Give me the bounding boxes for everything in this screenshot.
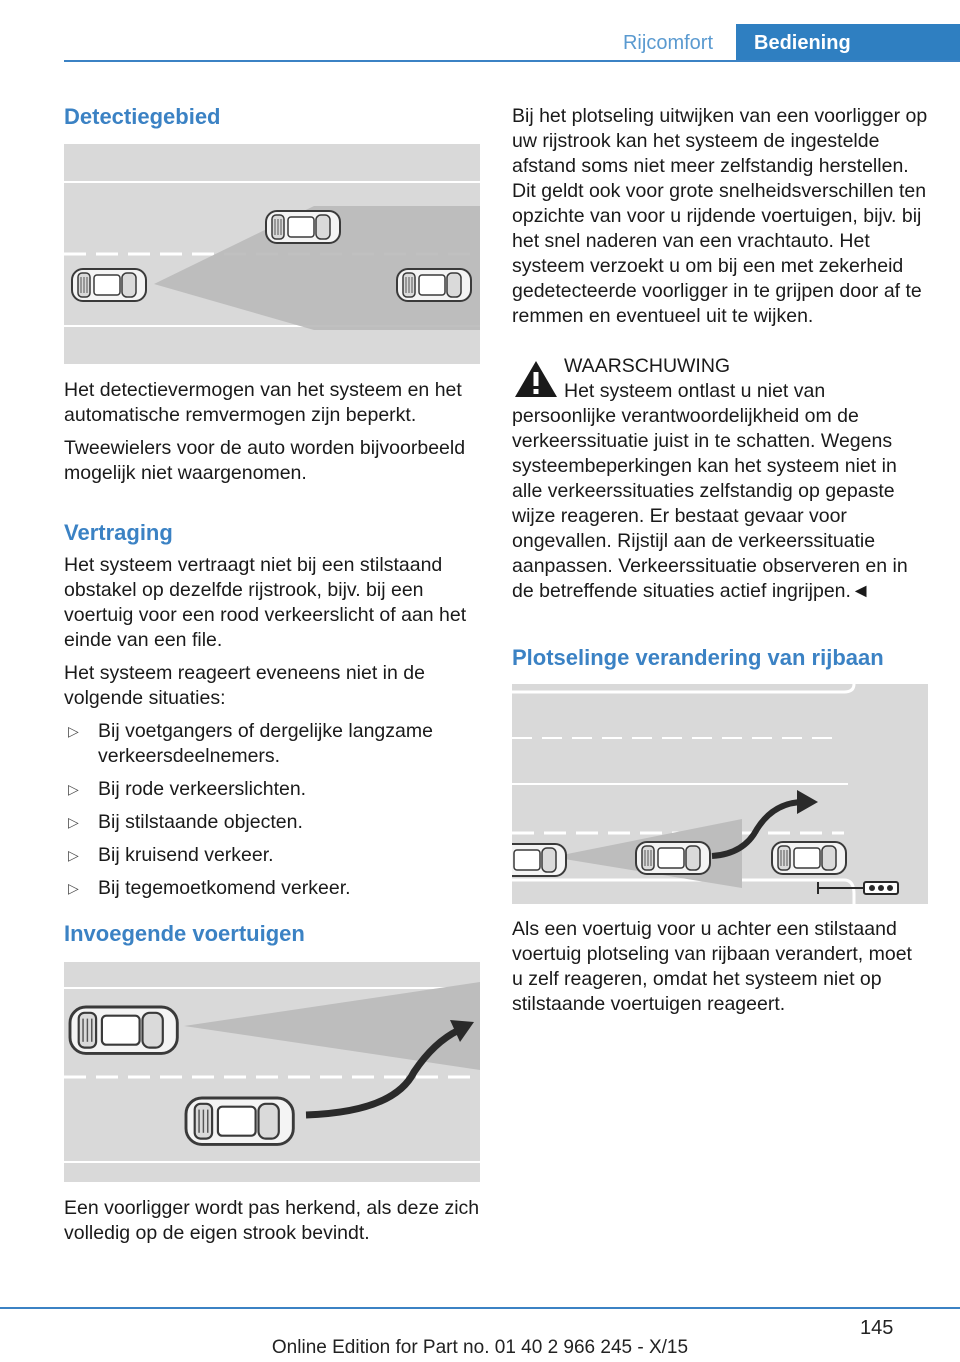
- bullet-triangle-icon: ▷: [68, 781, 79, 797]
- edition-text: Online Edition for Part no. 01 40 2 966 245 - X/15: [271, 1337, 689, 1358]
- car-icon: [266, 211, 340, 243]
- list-item: ▷ Bij voetgangers of dergelijke langzame verkeersdeelnemers.: [68, 720, 433, 767]
- figure-invoegende-voertuigen: [64, 962, 480, 1182]
- figure-detectiegebied: [64, 144, 480, 364]
- list-item: ▷ Bij stilstaande objecten.: [68, 811, 303, 833]
- car-icon: [72, 269, 146, 301]
- car-icon: [397, 269, 471, 301]
- tab-rijcomfort[interactable]: Rijcomfort: [622, 32, 713, 54]
- heading-detectiegebied: Detectiegebied: [64, 104, 221, 129]
- heading-plotselinge-verandering: Plotselinge verandering van rijbaan: [512, 645, 884, 670]
- car-icon: [636, 842, 710, 874]
- heading-invoegende-voertuigen: Invoegende voertuigen: [64, 921, 305, 946]
- detect-text-2: Tweewielers voor de auto worden bijvoorbeeld mogelijk niet waargenomen.: [64, 437, 466, 484]
- invoegende-text: Een voorligger wordt pas herkend, als deze zich volledig op de eigen strook bevindt.: [64, 1197, 480, 1244]
- situations-list: [64, 719, 480, 901]
- car-icon: [186, 1098, 293, 1144]
- bullet-triangle-icon: ▷: [68, 723, 79, 739]
- bullet-triangle-icon: ▷: [68, 880, 79, 896]
- detect-text-1: Het detectievermogen van het systeem en het automatische remvermogen zijn beperkt.: [64, 379, 462, 426]
- warning-text: Het systeem ontlast u niet van persoonlijke verantwoordelijkheid om de verkeerssituatie juist in te schatten. Wegens systeembeperkingen kan het systeem niet in alle verkeerssituaties zelfstandig op gepaste wijze reageren. Er bestaat gevaar voor ongevallen. Rijstijl aan de verkeerssituatie aanpassen. Verkeerssituatie observeren en in de betreffende situaties actief ingrijpen.◄: [512, 380, 908, 602]
- warning-title: WAARSCHUWING: [564, 355, 731, 377]
- list-item: ▷ Bij rode verkeerslichten.: [68, 778, 307, 800]
- figure-plotselinge-verandering: [512, 684, 928, 904]
- header-rule: [64, 60, 960, 62]
- page-number: 145: [860, 1317, 894, 1339]
- warning-icon: [514, 360, 558, 398]
- footer-rule: [0, 1307, 960, 1309]
- heading-vertraging: Vertraging: [64, 520, 173, 545]
- plotselinge-text: Als een voertuig voor u achter een stilstaand voertuig plotseling van rijbaan verandert, moet u zelf reageren, omdat het systeem niet op stilstaande voertuigen reageert.: [512, 918, 912, 1015]
- vertraging-text-2: Het systeem reageert eveneens niet in de volgende situaties:: [64, 662, 425, 709]
- warning-block: [512, 354, 928, 604]
- vertraging-text-1: Het systeem vertraagt niet bij een stilstaand obstakel op dezelfde rijstrook, bijv. bij een voertuig voor een rood verkeerslicht of aan het einde van een file.: [64, 554, 467, 651]
- list-item: ▷ Bij kruisend verkeer.: [68, 844, 274, 866]
- bullet-triangle-icon: ▷: [68, 847, 79, 863]
- uitwijken-text: Bij het plotseling uitwijken van een voorligger op uw rijstrook kan het systeem de ingestelde afstand soms niet meer zelfstandig herstellen. Dit geldt ook voor grote snelheidsverschillen ten opzichte van voor u rijdende voertuigen, bijv. bij het snel naderen van een vrachtauto. Het systeem verzoekt u om bij een met zekerheid gedetecteerde voorligger in te grijpen door af te remmen en eventueel uit te wijken.: [512, 105, 928, 327]
- bullet-triangle-icon: ▷: [68, 814, 79, 830]
- tab-bediening[interactable]: Bediening: [736, 24, 960, 62]
- list-item: ▷ Bij tegemoetkomend verkeer.: [68, 877, 351, 899]
- car-icon: [70, 1007, 177, 1053]
- car-icon: [512, 844, 566, 876]
- car-icon: [772, 842, 846, 874]
